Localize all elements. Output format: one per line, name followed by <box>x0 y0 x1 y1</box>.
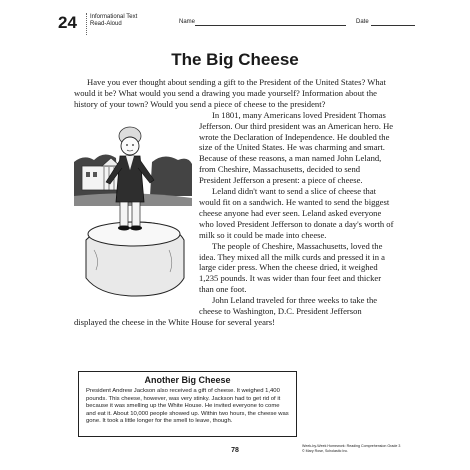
article-title: The Big Cheese <box>171 50 299 69</box>
jefferson-cheese-illustration <box>74 110 192 310</box>
worksheet-number: 24 <box>58 13 77 32</box>
credit-line-1: Week-by-Week Homework: Reading Comprehension Grade 3 <box>302 444 401 448</box>
category-line-1: Informational Text <box>90 14 138 20</box>
paragraph-1: Have you ever thought about sending a gift to the President of the United States? What would it be? What would you send a drawing you made yourself? Information about the history of your town? Would you send a piece of cheese to the president? <box>74 77 386 109</box>
footer-credit <box>302 444 408 454</box>
paragraph-2: In 1801, many Americans loved President Thomas Jefferson. Our third president was an American hero. He wrote the Declaration of Independence. He doubled the size of the United States. He was charming and smart. Because of these reasons, a man named John Leland, from Cheshire, Massachusetts, decided to send President Jefferson a present: a piece of cheese. <box>199 109 394 186</box>
credit-line-2: © Mary Rose, Scholastic Inc. <box>302 449 349 453</box>
sidebar-title: Another Big Cheese <box>144 375 231 385</box>
name-label: Name <box>179 19 196 25</box>
sidebar-text: President Andrew Jackson also received a gift of cheese. It weighed 1,400 pounds. This cheese, however, was very stinky. Jackson had to get rid of it because it was smelling up the White House. He invited everyone to come and eat it. About 10,000 people showed up. Within two hours, the cheese was gone. It took a little longer for the smell to leave, though. <box>86 388 289 425</box>
paragraph-3: Leland didn't want to send a slice of cheese that would fit on a sandwich. He wanted to send the biggest cheese anyone had ever seen. Leland asked everyone who loved President Jefferson to donate a day's worth of milk so it could be made into cheese. <box>199 186 394 240</box>
category-label <box>90 14 137 28</box>
paragraph-4: The people of Cheshire, Massachusetts, loved the idea. They mixed all the milk curds and pressed it in a large cider press. When the cheese dried, it weighed 1,235 pounds. It was wider than four feet and thicker than one foot. <box>199 240 385 295</box>
header-divider <box>86 13 87 35</box>
sidebar-box <box>78 371 297 437</box>
paragraph-5: John Leland traveled for three weeks to take the cheese to Washington, D.C. President Jefferson displayed the cheese in the White House for several years! <box>74 295 378 327</box>
date-label: Date <box>356 19 369 25</box>
footer-page-number: 78 <box>231 447 239 454</box>
category-line-2: Read-Aloud <box>90 21 122 27</box>
worksheet-header <box>0 0 470 36</box>
date-line[interactable] <box>371 25 415 26</box>
name-line[interactable] <box>195 25 346 26</box>
article-body <box>74 77 394 328</box>
